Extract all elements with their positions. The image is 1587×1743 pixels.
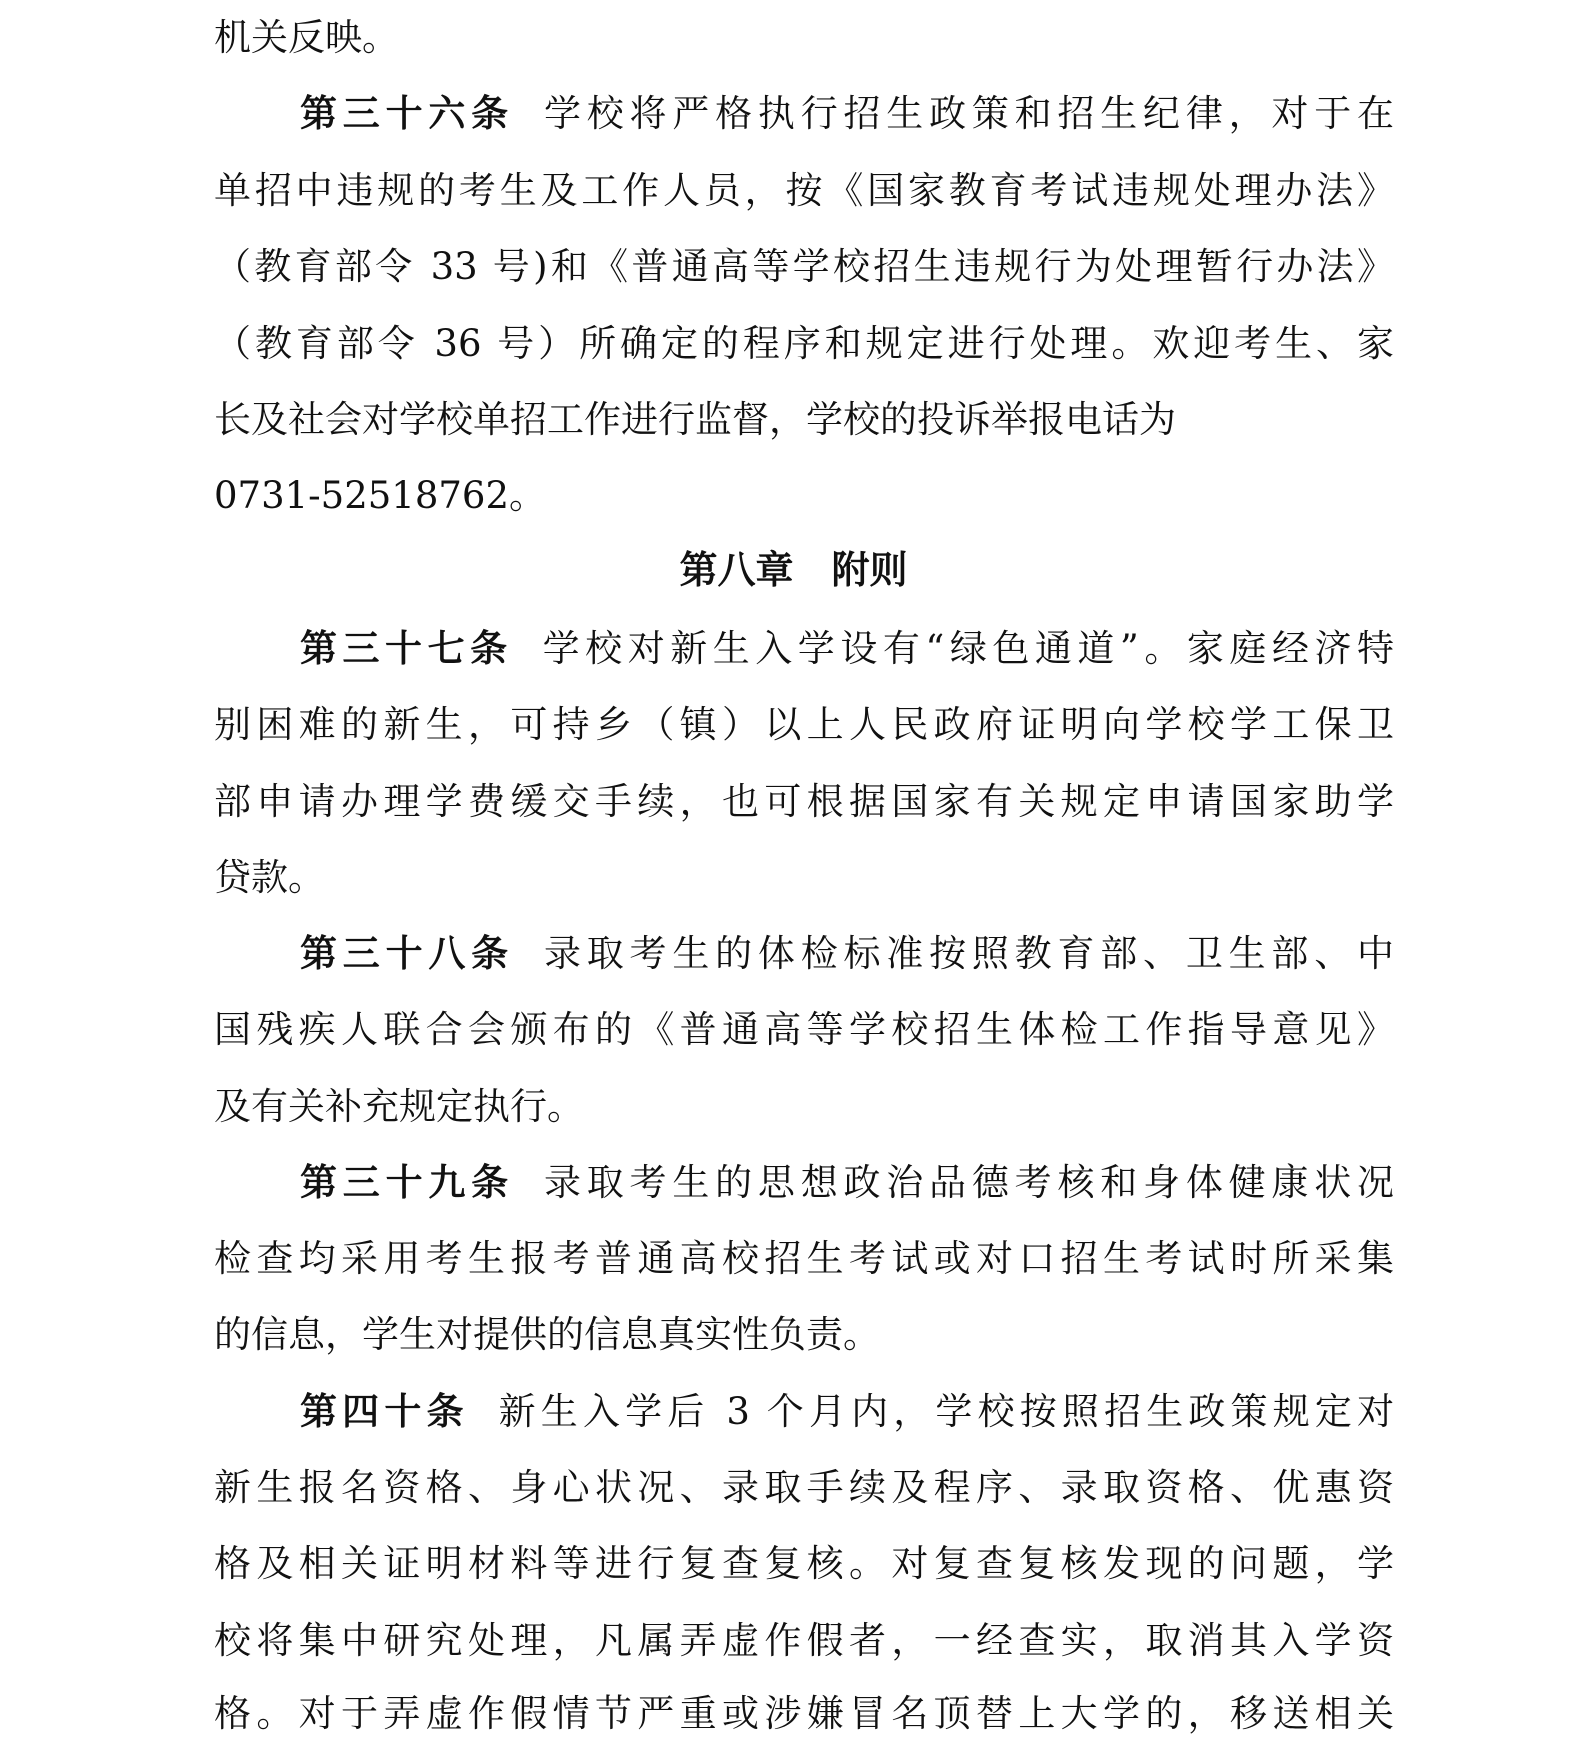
article-39-label: 第三十九条 xyxy=(300,1161,514,1204)
text-line: 检查均采用考生报考普通高校招生考试或对口招生考试时所采集 xyxy=(214,1237,1394,1280)
article-38-text: 录取考生的体检标准按照教育部、卫生部、中 xyxy=(543,932,1395,975)
text-line: 部申请办理学费缓交手续，也可根据国家有关规定申请国家助学 xyxy=(214,780,1394,823)
text-line: 单招中违规的考生及工作人员，按《国家教育考试违规处理办法》 xyxy=(214,169,1394,212)
text-line: 格及相关证明材料等进行复查复核。对复查复核发现的问题，学 xyxy=(214,1542,1394,1585)
text-line: 国残疾人联合会颁布的《普通高等学校招生体检工作指导意见》 xyxy=(214,1008,1394,1051)
article-39-text: 录取考生的思想政治品德考核和身体健康状况 xyxy=(543,1161,1395,1204)
text-line: （教育部令 36 号）所确定的程序和规定进行处理。欢迎考生、家 xyxy=(214,322,1394,365)
text-line: 0731-52518762。 xyxy=(214,474,546,517)
text-line: 长及社会对学校单招工作进行监督，学校的投诉举报电话为 xyxy=(214,398,1176,441)
chapter-title: 第八章 附则 xyxy=(679,548,908,592)
article-38-first-line xyxy=(300,930,1394,978)
text-line: 新生报名资格、身心状况、录取手续及程序、录取资格、优惠资 xyxy=(214,1466,1394,1509)
article-37-first-line xyxy=(300,625,1394,673)
text-line: 及有关补充规定执行。 xyxy=(214,1085,584,1128)
article-36-label: 第三十六条 xyxy=(300,92,514,135)
text-line: 格。对于弄虚作假情节严重或涉嫌冒名顶替上大学的，移送相关 xyxy=(214,1692,1394,1735)
article-40-first-line xyxy=(300,1388,1394,1436)
article-37-label: 第三十七条 xyxy=(300,627,513,670)
article-39-first-line xyxy=(300,1159,1394,1207)
article-38-label: 第三十八条 xyxy=(300,932,514,975)
article-36-text: 学校将严格执行招生政策和招生纪律，对于在 xyxy=(543,92,1395,135)
article-37-text: 学校对新生入学设有“绿色通道”。家庭经济特 xyxy=(542,627,1394,670)
text-line: 的信息，学生对提供的信息真实性负责。 xyxy=(214,1313,880,1356)
article-36-first-line xyxy=(300,90,1394,138)
text-line: （教育部令 33 号)和《普通高等学校招生违规行为处理暂行办法》 xyxy=(214,245,1394,288)
text-line: 贷款。 xyxy=(214,856,325,899)
text-line: 校将集中研究处理，凡属弄虚作假者，一经查实，取消其入学资 xyxy=(214,1619,1394,1662)
article-40-label: 第四十条 xyxy=(300,1390,469,1433)
text-line: 机关反映。 xyxy=(214,16,399,59)
text-line: 别困难的新生，可持乡（镇）以上人民政府证明向学校学工保卫 xyxy=(214,703,1394,746)
article-40-text: 新生入学后 3 个月内，学校按照招生政策规定对 xyxy=(498,1390,1395,1433)
